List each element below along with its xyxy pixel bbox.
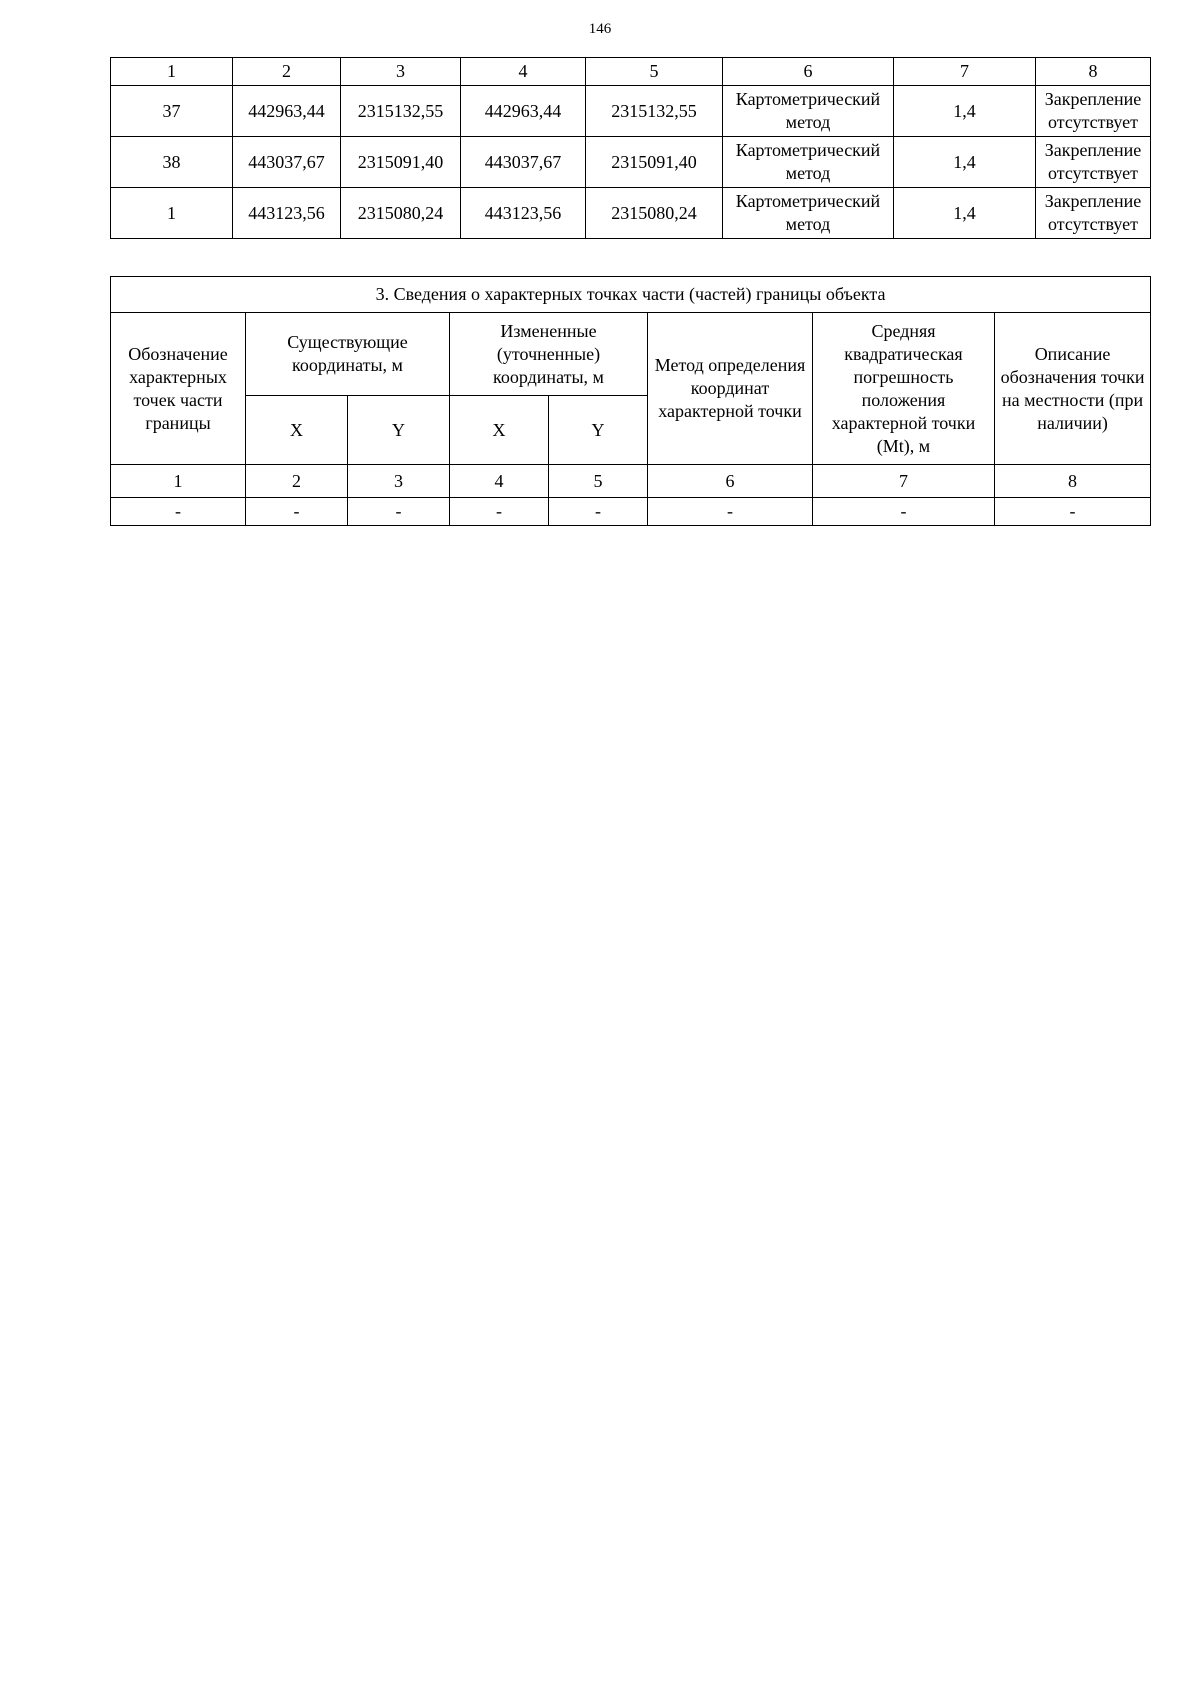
- existing-x-cell: 443037,67: [233, 137, 341, 188]
- empty-cell: -: [348, 498, 450, 526]
- empty-cell: -: [111, 498, 246, 526]
- error-cell: 1,4: [894, 188, 1036, 239]
- method-cell: Картометрический метод: [723, 137, 894, 188]
- changed-y-cell: 2315132,55: [586, 86, 723, 137]
- error-cell: 1,4: [894, 137, 1036, 188]
- column-number: 6: [723, 58, 894, 86]
- section-title: 3. Сведения о характерных точках части (частей) границы объекта: [111, 277, 1151, 313]
- error-header: Средняя квадратическая погрешность положения характерной точки (Mt), м: [813, 313, 995, 465]
- changed-y-cell: 2315080,24: [586, 188, 723, 239]
- point-id-cell: 1: [111, 188, 233, 239]
- point-id-cell: 38: [111, 137, 233, 188]
- empty-cell: -: [450, 498, 549, 526]
- changed-x-cell: 443037,67: [461, 137, 586, 188]
- changed-y-header: Y: [549, 396, 648, 465]
- existing-y-cell: 2315132,55: [341, 86, 461, 137]
- table-row: [111, 137, 1151, 188]
- changed-coords-header: Измененные (уточненные) координаты, м: [450, 313, 648, 396]
- empty-cell: -: [549, 498, 648, 526]
- existing-y-cell: 2315080,24: [341, 188, 461, 239]
- column-number: 8: [1036, 58, 1151, 86]
- description-cell: Закрепление отсутствует: [1036, 188, 1151, 239]
- point-id-cell: 37: [111, 86, 233, 137]
- existing-x-header: X: [246, 396, 348, 465]
- empty-cell: -: [813, 498, 995, 526]
- table-row: [111, 188, 1151, 239]
- changed-x-cell: 443123,56: [461, 188, 586, 239]
- description-cell: Закрепление отсутствует: [1036, 137, 1151, 188]
- column-number-row: [111, 465, 1151, 498]
- column-number: 3: [348, 465, 450, 498]
- description-cell: Закрепление отсутствует: [1036, 86, 1151, 137]
- coordinates-table: [110, 57, 1151, 239]
- column-number: 4: [461, 58, 586, 86]
- empty-cell: -: [995, 498, 1151, 526]
- empty-cell: -: [246, 498, 348, 526]
- error-cell: 1,4: [894, 86, 1036, 137]
- method-cell: Картометрический метод: [723, 188, 894, 239]
- column-number: 3: [341, 58, 461, 86]
- changed-x-cell: 442963,44: [461, 86, 586, 137]
- table-row: [111, 498, 1151, 526]
- description-header: Описание обозначения точки на местности (при наличии): [995, 313, 1151, 465]
- section-title-row: [111, 277, 1151, 313]
- column-number: 5: [549, 465, 648, 498]
- column-number-row: [111, 58, 1151, 86]
- column-number: 7: [813, 465, 995, 498]
- empty-cell: -: [648, 498, 813, 526]
- existing-y-cell: 2315091,40: [341, 137, 461, 188]
- column-number: 5: [586, 58, 723, 86]
- column-number: 8: [995, 465, 1151, 498]
- column-number: 4: [450, 465, 549, 498]
- column-number: 1: [111, 58, 233, 86]
- column-number: 2: [246, 465, 348, 498]
- header-row: [111, 313, 1151, 396]
- designation-header: Обозначение характерных точек части границы: [111, 313, 246, 465]
- table-row: [111, 86, 1151, 137]
- method-cell: Картометрический метод: [723, 86, 894, 137]
- changed-x-header: X: [450, 396, 549, 465]
- changed-y-cell: 2315091,40: [586, 137, 723, 188]
- existing-y-header: Y: [348, 396, 450, 465]
- page-number: 146: [588, 21, 612, 37]
- existing-x-cell: 442963,44: [233, 86, 341, 137]
- column-number: 7: [894, 58, 1036, 86]
- column-number: 1: [111, 465, 246, 498]
- existing-coords-header: Существующие координаты, м: [246, 313, 450, 396]
- boundary-parts-table: [110, 276, 1151, 526]
- column-number: 6: [648, 465, 813, 498]
- existing-x-cell: 443123,56: [233, 188, 341, 239]
- column-number: 2: [233, 58, 341, 86]
- method-header: Метод определения координат характерной точки: [648, 313, 813, 465]
